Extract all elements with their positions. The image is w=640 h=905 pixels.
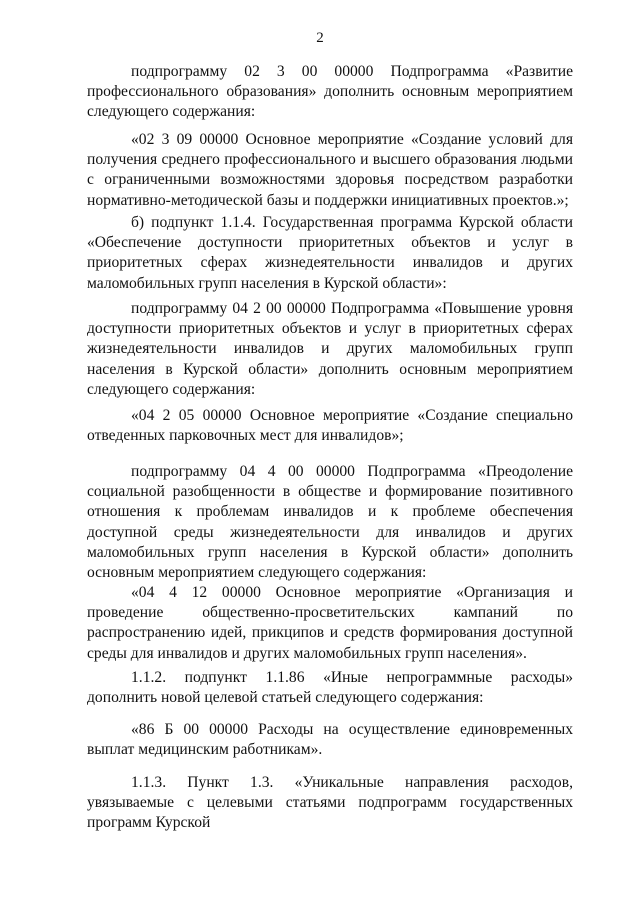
paragraph-4: подпрограмму 04 2 00 00000 Подпрограмма «Повышение уровня доступности приоритетных объектов и услуг в приоритетных сферах жизнедеятельности инвалидов и других маломобильных групп населения в Курской области» дополнить основным мероприятием следующего содержания:: [87, 300, 573, 398]
paragraph-1: подпрограмму 02 3 00 00000 Подпрограмма «Развитие профессионального образования» дополнить основным мероприятием следующего содержания:: [87, 63, 573, 121]
paragraph-2: «02 3 09 00000 Основное мероприятие «Создание условий для получения среднего профессионального и высшего образования людьми с ограниченными возможностями здоровья посредством разработки нормативно-методической базы и поддержки инициативных проектов.»;: [87, 131, 573, 209]
paragraph-9: «86 Б 00 00000 Расходы на осуществление единовременных выплат медицинским работникам».: [87, 721, 573, 759]
paragraph-10: 1.1.3. Пункт 1.3. «Уникальные направления расходов, увязываемые с целевыми статьями подпрограмм государственных программ Курской: [87, 774, 573, 832]
paragraph-6: подпрограмму 04 4 00 00000 Подпрограмма «Преодоление социальной разобщенности в обществе и формирование позитивного отношения к проблемам инвалидов и к проблеме обеспечения доступной среды жизнедеятельности для инвалидов и других маломобильных групп населения в Курской области» дополнить основным мероприятием следующего содержания:: [87, 463, 573, 582]
paragraph-3: б) подпункт 1.1.4. Государственная программа Курской области «Обеспечение доступности приоритетных объектов и услуг в приоритетных сферах жизнедеятельности инвалидов и других маломобильных групп населения в Курской области»:: [87, 214, 573, 292]
paragraph-8: 1.1.2. подпункт 1.1.86 «Иные непрограммные расходы» дополнить новой целевой статьей следующего содержания:: [87, 669, 573, 707]
page-number: 2: [316, 30, 324, 46]
paragraph-7: «04 4 12 00000 Основное мероприятие «Организация и проведение общественно-просветительских кампаний по распространению идей, прикципов и средств формирования доступной среды для инвалидов и других маломобильных групп населения».: [87, 584, 573, 662]
paragraph-5: «04 2 05 00000 Основное мероприятие «Создание специально отведенных парковочных мест для инвалидов»;: [87, 407, 573, 445]
